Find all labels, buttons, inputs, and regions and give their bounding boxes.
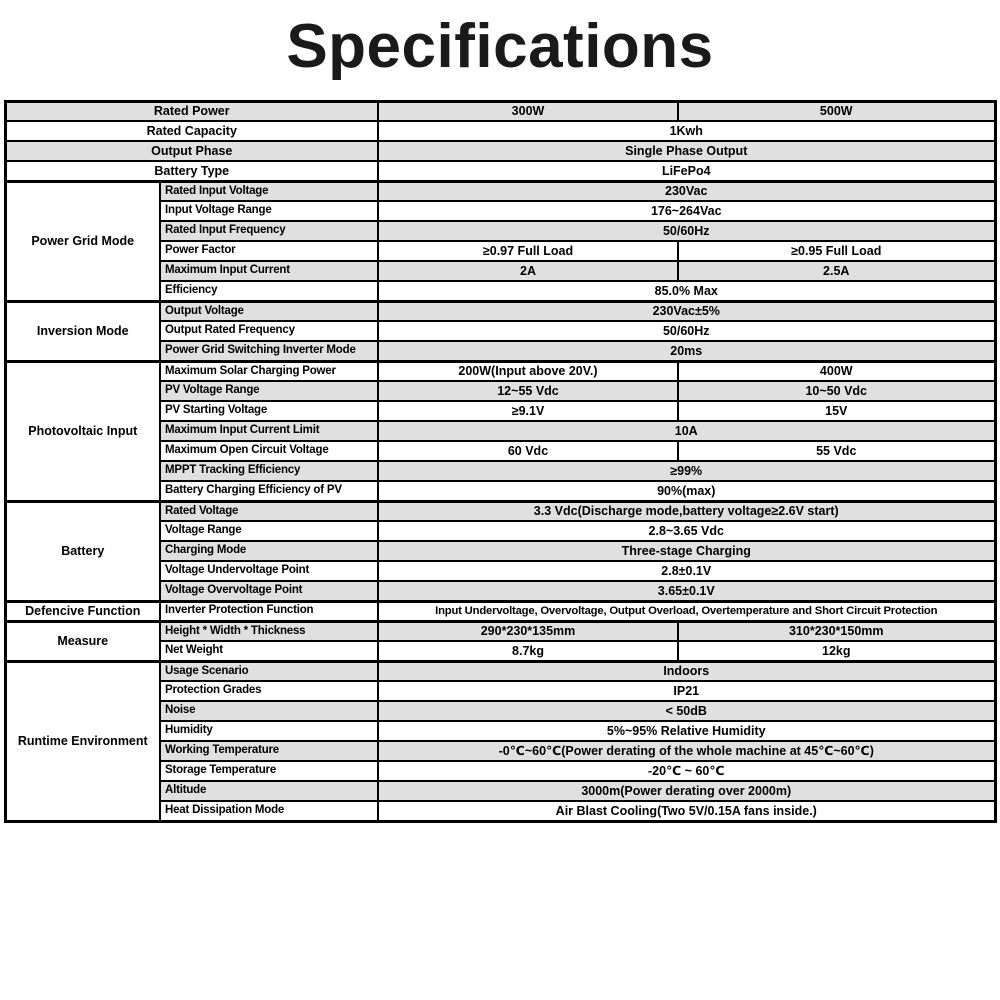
spec-label-cell: Maximum Input Current: [160, 261, 378, 281]
spec-label-cell: Maximum Open Circuit Voltage: [160, 441, 378, 461]
spec-label-cell: Maximum Solar Charging Power: [160, 361, 378, 381]
spec-value-cell: 2.8~3.65 Vdc: [378, 521, 995, 541]
spec-label-cell: Output Phase: [5, 141, 378, 161]
spec-label-cell: Rated Input Voltage: [160, 181, 378, 201]
spec-value-cell: 2A: [378, 261, 678, 281]
spec-value-cell: -20℃ ~ 60℃: [378, 761, 995, 781]
spec-value-cell: 500W: [678, 101, 995, 121]
spec-value-cell: 60 Vdc: [378, 441, 678, 461]
spec-value-cell: Three-stage Charging: [378, 541, 995, 561]
section-category-cell: Runtime Environment: [5, 661, 160, 821]
spec-value-cell: 290*230*135mm: [378, 621, 678, 641]
spec-value-cell: Single Phase Output: [378, 141, 995, 161]
specifications-table: [4, 100, 997, 823]
spec-value-cell: 8.7kg: [378, 641, 678, 661]
spec-label-cell: Inverter Protection Function: [160, 601, 378, 621]
spec-label-cell: Efficiency: [160, 281, 378, 301]
spec-value-cell: < 50dB: [378, 701, 995, 721]
spec-value-cell: 3.3 Vdc(Discharge mode,battery voltage≥2.6V start): [378, 501, 995, 521]
section-category-cell: Power Grid Mode: [5, 181, 160, 301]
spec-label-cell: MPPT Tracking Efficiency: [160, 461, 378, 481]
spec-value-cell: 12kg: [678, 641, 995, 661]
section-category-cell: Battery: [5, 501, 160, 601]
spec-value-cell: 50/60Hz: [378, 321, 995, 341]
spec-row: [5, 141, 995, 161]
spec-value-cell: Indoors: [378, 661, 995, 681]
spec-label-cell: Storage Temperature: [160, 761, 378, 781]
spec-value-cell: 5%~95% Relative Humidity: [378, 721, 995, 741]
spec-label-cell: PV Voltage Range: [160, 381, 378, 401]
spec-label-cell: Rated Capacity: [5, 121, 378, 141]
section-category-cell: Defencive Function: [5, 601, 160, 621]
spec-row: [5, 361, 995, 381]
spec-value-cell: 20ms: [378, 341, 995, 361]
spec-row: [5, 161, 995, 181]
spec-label-cell: Voltage Undervoltage Point: [160, 561, 378, 581]
spec-value-cell: 85.0% Max: [378, 281, 995, 301]
page-title: Specifications: [286, 12, 714, 81]
spec-label-cell: Usage Scenario: [160, 661, 378, 681]
spec-label-cell: Rated Power: [5, 101, 378, 121]
spec-value-cell: Input Undervoltage, Overvoltage, Output Overload, Overtemperature and Short Circuit Protection: [378, 601, 995, 621]
section-category-cell: Photovoltaic Input: [5, 361, 160, 501]
spec-row: [5, 301, 995, 321]
spec-value-cell: Air Blast Cooling(Two 5V/0.15A fans inside.): [378, 801, 995, 821]
spec-label-cell: Battery Charging Efficiency of PV: [160, 481, 378, 501]
spec-label-cell: Noise: [160, 701, 378, 721]
spec-row: [5, 181, 995, 201]
spec-label-cell: Humidity: [160, 721, 378, 741]
spec-label-cell: Input Voltage Range: [160, 201, 378, 221]
spec-value-cell: 1Kwh: [378, 121, 995, 141]
spec-value-cell: -0℃~60℃(Power derating of the whole machine at 45℃~60℃): [378, 741, 995, 761]
spec-value-cell: 300W: [378, 101, 678, 121]
spec-label-cell: Voltage Range: [160, 521, 378, 541]
spec-row: [5, 121, 995, 141]
spec-label-cell: PV Starting Voltage: [160, 401, 378, 421]
spec-value-cell: 230Vac±5%: [378, 301, 995, 321]
spec-label-cell: Height * Width * Thickness: [160, 621, 378, 641]
spec-label-cell: Voltage Overvoltage Point: [160, 581, 378, 601]
spec-value-cell: ≥0.95 Full Load: [678, 241, 995, 261]
spec-label-cell: Rated Voltage: [160, 501, 378, 521]
spec-value-cell: LiFePo4: [378, 161, 995, 181]
spec-label-cell: Net Weight: [160, 641, 378, 661]
spec-label-cell: Heat Dissipation Mode: [160, 801, 378, 821]
spec-value-cell: ≥0.97 Full Load: [378, 241, 678, 261]
spec-label-cell: Charging Mode: [160, 541, 378, 561]
spec-label-cell: Output Voltage: [160, 301, 378, 321]
spec-value-cell: 310*230*150mm: [678, 621, 995, 641]
spec-value-cell: 15V: [678, 401, 995, 421]
spec-value-cell: 400W: [678, 361, 995, 381]
spec-label-cell: Working Temperature: [160, 741, 378, 761]
spec-label-cell: Rated Input Frequency: [160, 221, 378, 241]
spec-value-cell: 200W(Input above 20V.): [378, 361, 678, 381]
spec-value-cell: 2.5A: [678, 261, 995, 281]
spec-value-cell: 12~55 Vdc: [378, 381, 678, 401]
spec-value-cell: 176~264Vac: [378, 201, 995, 221]
spec-value-cell: 2.8±0.1V: [378, 561, 995, 581]
spec-value-cell: 55 Vdc: [678, 441, 995, 461]
spec-label-cell: Power Factor: [160, 241, 378, 261]
spec-value-cell: 3.65±0.1V: [378, 581, 995, 601]
spec-row: [5, 601, 995, 621]
spec-label-cell: Protection Grades: [160, 681, 378, 701]
spec-label-cell: Output Rated Frequency: [160, 321, 378, 341]
section-category-cell: Inversion Mode: [5, 301, 160, 361]
spec-value-cell: 230Vac: [378, 181, 995, 201]
spec-label-cell: Maximum Input Current Limit: [160, 421, 378, 441]
spec-row: [5, 661, 995, 681]
spec-row: [5, 101, 995, 121]
spec-row: [5, 621, 995, 641]
spec-label-cell: Power Grid Switching Inverter Mode: [160, 341, 378, 361]
spec-value-cell: 10~50 Vdc: [678, 381, 995, 401]
spec-label-cell: Altitude: [160, 781, 378, 801]
spec-value-cell: ≥99%: [378, 461, 995, 481]
spec-label-cell: Battery Type: [5, 161, 378, 181]
spec-value-cell: 50/60Hz: [378, 221, 995, 241]
spec-value-cell: 90%(max): [378, 481, 995, 501]
spec-row: [5, 501, 995, 521]
spec-value-cell: 10A: [378, 421, 995, 441]
spec-value-cell: 3000m(Power derating over 2000m): [378, 781, 995, 801]
spec-value-cell: ≥9.1V: [378, 401, 678, 421]
spec-value-cell: IP21: [378, 681, 995, 701]
section-category-cell: Measure: [5, 621, 160, 661]
